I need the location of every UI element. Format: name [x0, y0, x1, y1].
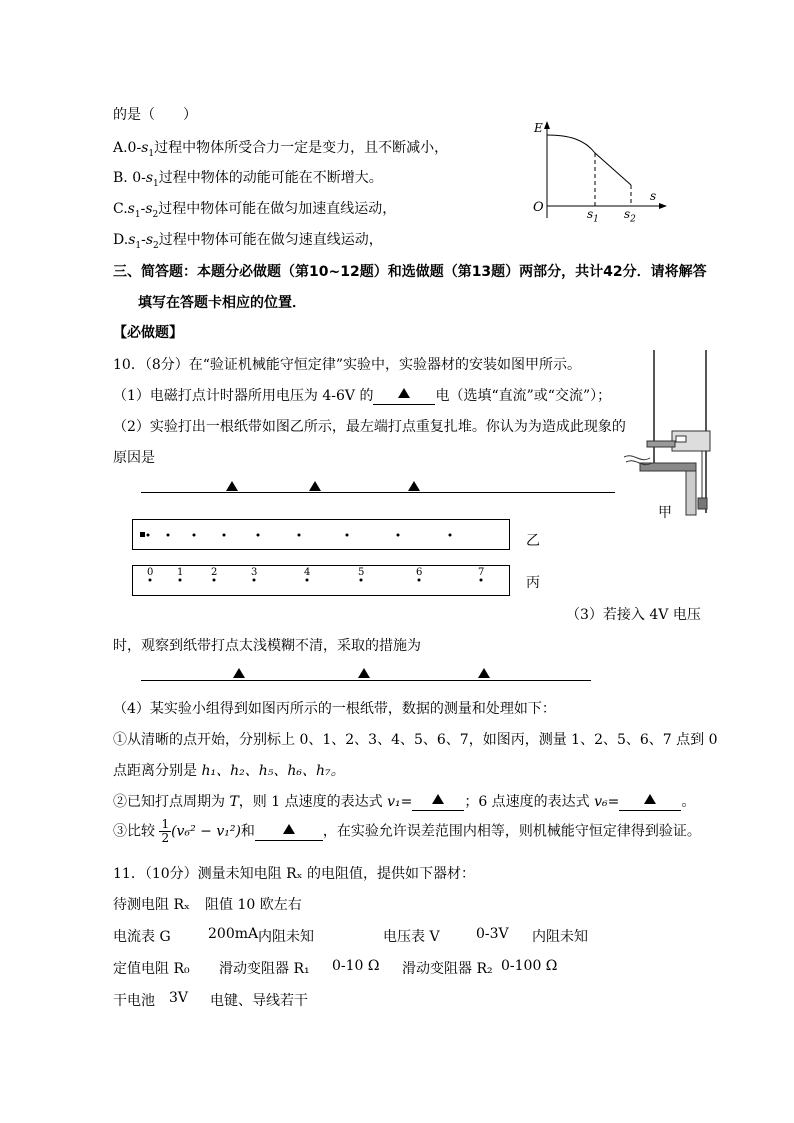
tape-yi-dots	[132, 519, 510, 550]
triangle-marker-icon	[233, 668, 245, 678]
q11-row1-a: 待测电阻 Rₓ	[113, 897, 190, 913]
graph-y-label: E	[534, 121, 543, 135]
triangle-marker-icon	[283, 824, 295, 834]
triangle-marker-icon	[398, 388, 410, 398]
fraction-one-half: $\frac{1}{2}$	[161, 817, 170, 845]
q11-row3-d: 滑动变阻器 R₂	[402, 961, 493, 977]
q10-step1: ①从清晰的点开始，分别标上 0、1、2、3、4、5、6、7，如图丙，测量 1、2、5、6、7 点到 0	[113, 732, 718, 748]
triangle-marker-icon	[478, 668, 490, 678]
q10-intro: 10．（8分）在“验证机械能守恒定律”实验中，实验器材的安装如图甲所示。	[113, 357, 582, 373]
q9-stem-tail: 的是（ ）	[113, 107, 197, 123]
q9-option-c: $C.s_1-s_2$过程中物体可能在做匀加速直线运动，	[113, 201, 397, 220]
q11-row1-b: 阻值 10 欧左右	[205, 897, 302, 913]
tape-number: 1	[177, 567, 184, 578]
q10-part2: （2）实验打出一根纸带如图乙所示，最左端打点重复扎堆。你认为为造成此现象的	[113, 419, 626, 435]
q10-part3-cont: 时，观察到纸带打点太浅模糊不清，采取的措施为	[113, 638, 421, 654]
q11-row4-b: 3V	[169, 990, 189, 1006]
tape-number: 6	[416, 567, 423, 578]
q11-row4-c: 电键、导线若干	[210, 993, 308, 1009]
tape-number: 7	[478, 567, 485, 578]
q11-row2-a: 电流表 G	[113, 929, 171, 945]
tape-number: 3	[251, 567, 258, 578]
q11-row3-a: 定值电阻 R₀	[113, 961, 190, 977]
q10-blank-v1[interactable]	[412, 794, 464, 811]
q10-blank-compare[interactable]	[255, 824, 323, 841]
tape-number: 4	[304, 567, 311, 578]
figure-jia-label: 甲	[658, 505, 672, 521]
q10-step3: ③比较 $\frac{1}{2}$ (v₆² − v₁²)和 ，在实验允许误差范围内相等，则机械能守恒定律得到验证。	[113, 817, 701, 845]
q10-part4: （4）某实验小组得到如图丙所示的一根纸带，数据的测量和处理如下：	[113, 701, 556, 717]
section3-heading-cont: 填写在答题卡相应的位置．	[138, 295, 306, 311]
triangle-marker-icon	[309, 481, 321, 491]
required-label: 【必做题】	[113, 325, 183, 341]
q10-step2: ②已知打点周期为 T，则 1 点速度的表达式 v₁= ；6 点速度的表达式 v₆= 。	[113, 794, 696, 810]
tape-bing-dots	[132, 565, 510, 596]
q10-part1: （1）电磁打点计时器所用电压为 4-6V 的 电（选填“直流”或“交流”）；	[113, 388, 612, 404]
q10-part2-cont: 原因是	[113, 450, 155, 466]
q9-option-b: B. $0-s_1$过程中物体的动能可能在不断增大。	[113, 170, 383, 189]
figure-bing-label: 丙	[526, 575, 540, 591]
q11-row2-e: 0-3V	[476, 926, 509, 942]
q10-step1-cont: 点距离分别是 h₁、h₂、h₅、h₆、h₇。	[113, 763, 345, 779]
q11-row3-e: 0-100 Ω	[501, 958, 558, 974]
graph-x-label: s	[650, 189, 657, 203]
q11-row3-c: 0-10 Ω	[332, 958, 380, 974]
energy-displacement-graph	[530, 118, 670, 223]
triangle-marker-icon	[432, 794, 444, 804]
figure-yi-label: 乙	[526, 533, 540, 549]
q11-intro: 11．（10分）测量未知电阻 Rₓ 的电阻值，提供如下器材：	[113, 866, 476, 882]
q11-row2-c: 内阻未知	[258, 929, 314, 945]
q10-blank-3-line[interactable]	[141, 680, 591, 681]
triangle-marker-icon	[226, 481, 238, 491]
q11-row2-f: 内阻未知	[532, 929, 588, 945]
q11-row2-d: 电压表 V	[383, 929, 440, 945]
q9-option-a: $A.0-s_1$过程中物体所受合力一定是变力，且不断减小，	[113, 140, 449, 159]
q11-row2-b: 200mA	[208, 926, 259, 942]
apparatus-figure	[620, 348, 715, 518]
triangle-marker-icon	[644, 794, 656, 804]
tape-number: 0	[147, 567, 154, 578]
graph-tick-s2: $s_2$	[624, 207, 636, 225]
q11-row3-b: 滑动变阻器 R₁	[219, 961, 310, 977]
q11-row4-a: 干电池	[113, 993, 155, 1009]
triangle-marker-icon	[358, 668, 370, 678]
triangle-marker-icon	[408, 481, 420, 491]
q9-option-d: $D.s_1-s_2$过程中物体可能在做匀速直线运动，	[113, 232, 383, 251]
q10-blank-v6[interactable]	[619, 794, 681, 811]
q10-blank-1[interactable]	[373, 388, 435, 405]
q10-blank-2-line[interactable]	[141, 492, 615, 493]
graph-tick-s1: $s_1$	[587, 207, 599, 225]
q10-part3: （3）若接入 4V 电压	[566, 607, 701, 623]
section3-heading: 三、简答题：本题分必做题（第10~12题）和选做题（第13题）两部分，共计42分．请将解答	[113, 264, 707, 280]
graph-origin-label: O	[533, 200, 544, 215]
tape-number: 5	[358, 567, 365, 578]
tape-number: 2	[211, 567, 218, 578]
